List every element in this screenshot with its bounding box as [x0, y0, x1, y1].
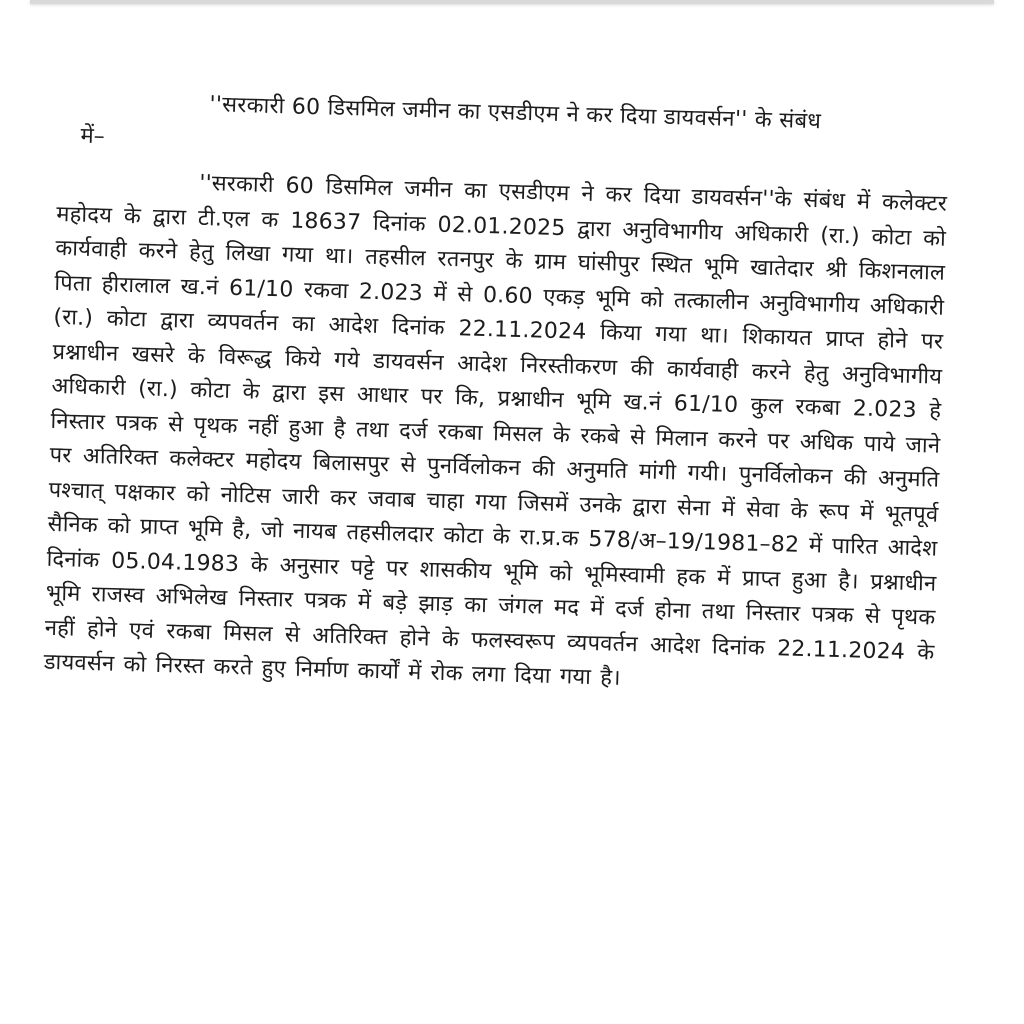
document-body — [43, 84, 949, 705]
paper-top-edge — [30, 0, 994, 4]
body-paragraph: ''सरकारी 60 डिसमिल जमीन का एसडीएम ने कर दिया डायवर्सन''के संबंध में कलेक्टर महोदय के द्वारा टी.एल क 18637 दिनांक 02.01.2025 द्वारा अनुविभागीय अधिकारी (रा.) कोटा को कार्यवाही करने हेतु लिखा गया था। तहसील रतनपुर के ग्राम घांसीपुर स्थित भूमि खातेदार श्री किशनलाल पिता हीरालाल ख.नं 61/10 रकवा 2.023 में से 0.60 एकड़ भूमि को तत्कालीन अनुविभागीय अधिकारी (रा.) कोटा द्वारा व्यपवर्तन का आदेश दिनांक 22.11.2024 किया गया था। शिकायत प्राप्त होने पर प्रश्नाधीन खसरे के विरूद्ध किये गये डायवर्सन आदेश निरस्तीकरण की कार्यवाही करने हेतु अनुविभागीय अधिकारी (रा.) कोटा के द्वारा इस आधार पर कि, प्रश्नाधीन भूमि ख.नं 61/10 कुल रकबा 2.023 हे निस्तार पत्रक से पृथक नहीं हुआ है तथा दर्ज रकबा मिसल के रकबे से मिलान करने पर अधिक पाये जाने पर अतिरिक्त कलेक्टर महोदय बिलासपुर से पुनर्विलोकन की अनुमति मांगी गयी। पुनर्विलोकन की अनुमति पश्चात् पक्षकार को नोटिस जारी कर जवाब चाहा गया जिसमें उनके द्वारा सेना में सेवा के रूप में भूतपूर्व सैनिक को प्राप्त भूमि है, जो नायब तहसीलदार कोटा के रा.प्र.क 578/अ–19/1981–82 में पारित आदेश दिनांक 05.04.1983 के अनुसार पट्टे पर शासकीय भूमि को भूमिस्वामी हक में प्राप्त हुआ है। प्रश्नाधीन भूमि राजस्व अभिलेख निस्तार पत्रक में बड़े झाड़ का जंगल मद में दर्ज होना तथा निस्तार पत्रक से पृथक नहीं होने एवं रकबा मिसल से अतिरिक्त होने के फलस्वरूप व्यपवर्तन आदेश दिनांक 22.11.2024 के डायवर्सन को निरस्त करते हुए निर्माण कार्यों में रोक लगा दिया गया है। — [43, 170, 948, 691]
subject-heading-continuation: में– — [80, 123, 106, 149]
subject-heading: ''सरकारी 60 डिसमिल जमीन का एसडीएम ने कर दिया डायवर्सन'' के संबंध — [209, 92, 822, 135]
